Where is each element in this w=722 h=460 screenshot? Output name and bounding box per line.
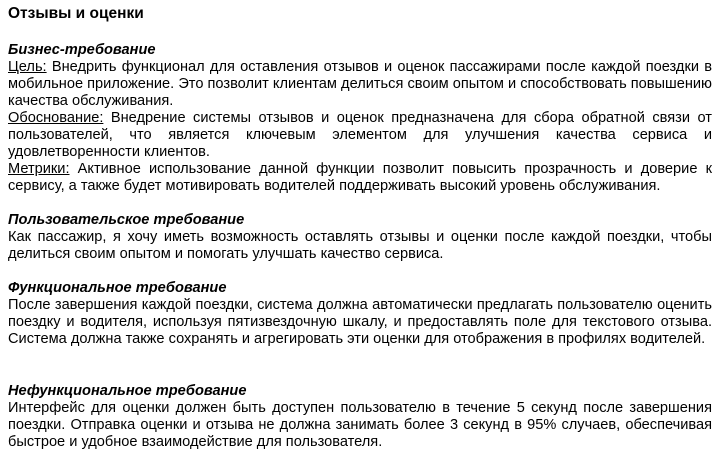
user-requirement-heading: Пользовательское требование — [8, 212, 245, 228]
rationale-label: Обоснование: — [8, 110, 104, 126]
nonfunctional-requirement-text: Интерфейс для оценки должен быть доступен пользователю в течение 5 секунд после завершения поездки. Отправка оценки и отзыва не должна занимать более 3 секунд в 95% случаев, обеспечивая быстрое и удобное взаимодействие для пользователя. — [8, 400, 712, 450]
goal-paragraph — [8, 59, 712, 110]
metrics-label: Метрики: — [8, 161, 70, 177]
user-requirement-section — [8, 212, 712, 263]
document-title: Отзывы и оценки — [8, 5, 144, 22]
functional-requirement-text: После завершения каждой поездки, система должна автоматически предлагать пользователю оценить поездку и водителя, используя пятизвездочную шкалу, и предоставлять поле для текстового отзыва. Система должна также сохранять и агрегировать эти оценки для отображения в профилях водителей. — [8, 297, 712, 347]
metrics-text: Активное использование данной функции позволит повысить прозрачность и доверие к сервису, а также будет мотивировать водителей поддерживать высокий уровень обслуживания. — [8, 161, 712, 194]
rationale-text: Внедрение системы отзывов и оценок предназначена для сбора обратной связи от пользователей, что является ключевым элементом для улучшения качества сервиса и удовлетворенности клиентов. — [8, 110, 712, 160]
nonfunctional-requirement-section — [8, 383, 712, 451]
goal-text: Внедрить функционал для оставления отзывов и оценок пассажирами после каждой поездки в мобильное приложение. Это позволит клиентам делиться своим опытом и способствовать повышению качества обслуживания. — [8, 59, 712, 109]
goal-label: Цель: — [8, 59, 47, 75]
rationale-paragraph — [8, 110, 712, 161]
metrics-paragraph — [8, 161, 712, 195]
functional-requirement-heading: Функциональное требование — [8, 280, 227, 296]
business-requirement-section — [8, 42, 712, 195]
nonfunctional-requirement-heading: Нефункциональное требование — [8, 383, 247, 399]
user-requirement-text: Как пассажир, я хочу иметь возможность оставлять отзывы и оценки после каждой поездки, чтобы делиться своим опытом и помогать улучшать качество сервиса. — [8, 229, 712, 262]
business-requirement-heading: Бизнес-требование — [8, 42, 156, 58]
functional-requirement-section — [8, 280, 712, 348]
